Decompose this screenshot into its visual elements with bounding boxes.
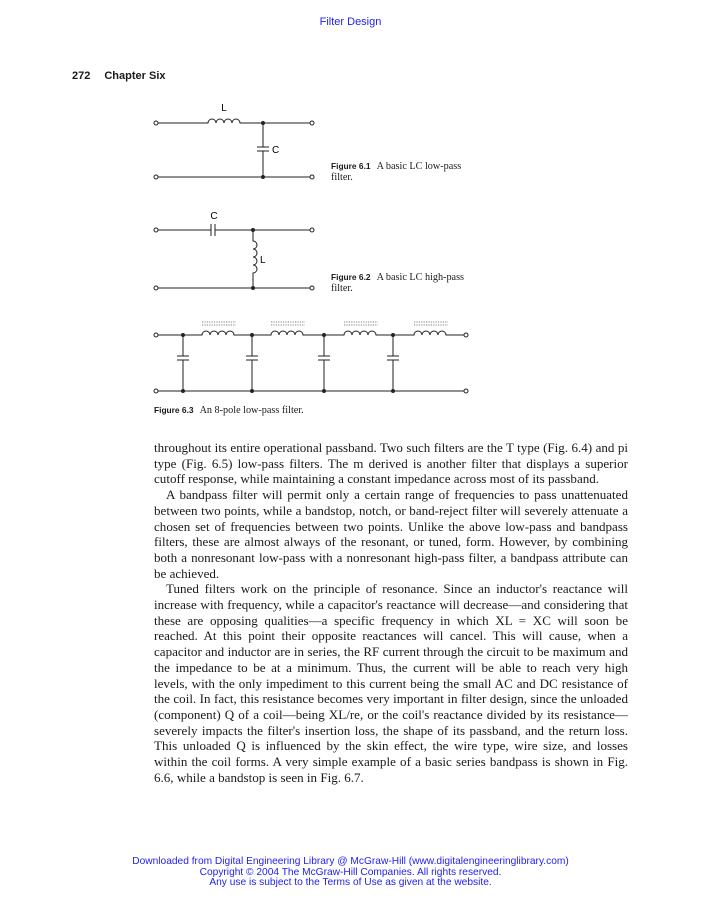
inductor-label: L [221,103,227,114]
body-text [154,440,628,785]
footer-copyright: Copyright © 2004 The McGraw-Hill Companies. All rights reserved. [199,866,502,878]
figure-6-2-caption: Figure 6.2 A basic LC high-pass filter. [331,272,464,294]
inductor-label: L [260,255,266,266]
paragraph: Tuned filters work on the principle of resonance. Since an inductor's reactance will increase with frequency, while a capacitor's reactance will decrease—and considering that these are opposing qualities—a specific frequency in which XL = XC will soon be reached. At this point their opposite reactances will cancel. This will cause, when a capacitor and inductor are in series, the RF current through the circuit to be maximum and the impedance to be at a minimum. Thus, the current will be able to reach very high levels, with the only impediment to this current being the small AC and DC resistance of the coil. In fact, this resistance becomes very important in filter design, since the unloaded (component) Q of a coil—being XL/re, or the coil's reactance divided by its resistance—severely impacts the filter's insertion loss, the shape of its passband, and the return loss. This unloaded Q is influenced by the skin effect, the wire type, wire size, and losses within the coil forms. A very simple example of a basic series bandpass is shown in Fig. 6.6, while a bandstop is seen in Fig. 6.7. [154,581,628,785]
page-number: 272 [72,70,91,82]
footer-terms-link[interactable]: Any use is subject to the Terms of Use as given at the website. [209,877,492,888]
figure-6-1-caption: Figure 6.1 A basic LC low-pass filter. [331,161,462,183]
figure-6-3-caption: Figure 6.3 An 8-pole low-pass filter. [154,405,304,416]
paragraph: A bandpass filter will permit only a certain range of frequencies to pass unattenuated between two points, while a bandstop, notch, or band-reject filter will severely attenuate a chosen set of frequencies between two points. Unlike the above low-pass and bandpass filters, these are almost always of the resonant, or tuned, form. However, by combining both a nonresonant low-pass with a nonresonant high-pass filter, a bandpass attribute can be achieved. [154,487,628,581]
figure-6-3-schematic [150,318,480,398]
paragraph: throughout its entire operational passband. Two such filters are the T type (Fig. 6.4) and pi type (Fig. 6.5) low-pass filters. The m derived is another filter that displays a superior cutoff response, while maintaining a constant impedance across most of its passband. [154,440,628,487]
header-link[interactable]: Filter Design [319,16,382,28]
capacitor-label: C [210,211,218,222]
figure-label: Figure 6.2 [331,272,371,282]
figure-6-2-schematic [150,205,325,295]
footer-download-link[interactable]: Downloaded from Digital Engineering Library @ McGraw-Hill (www.digitalengineeringlibrary.com) [132,856,569,867]
figure-label: Figure 6.1 [331,161,371,171]
figure-6-1-schematic [150,100,325,185]
figure-label: Figure 6.3 [154,405,194,415]
footer-notice [0,857,701,889]
running-head [72,70,166,82]
chapter-title: Chapter Six [104,70,166,82]
capacitor-label: C [272,145,280,156]
